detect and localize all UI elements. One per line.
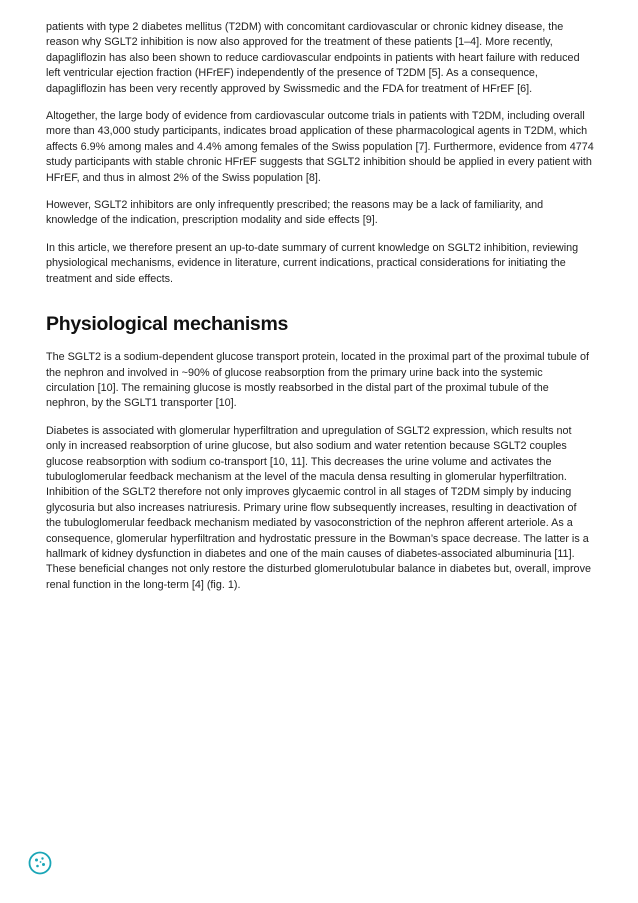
paragraph-intro-4: In this article, we therefore present an up-to-date summary of current knowledge on SGLT2 inhibition, reviewing physiological mechanisms, evidence in literature, current indications, practical considerations for initiating the treatment and side effects. [46, 241, 579, 285]
paragraph-intro-2: Altogether, the large body of evidence from cardiovascular outcome trials in patients with T2DM, including overall more than 43,000 study participants, indicates broad application of these pharmacological agents in T2DM, which affects 6.9% among males and 4.4% among females of the Swiss population [7]. Furthermore, evidence from 4774 study participants with stable chronic HFrEF suggests that SGLT2 inhibition should be applied in every patient with HFrEF, and thus in almost 2% of the Swiss population [8]. [46, 110, 594, 184]
cookie-icon [28, 851, 52, 875]
paragraph-section-2: Diabetes is associated with glomerular hyperfiltration and upregulation of SGLT2 expression, which results not only in increased reabsorption of urine glucose, but also sodium and water retention because SGLT2 couples glucose reabsorption with sodium co-transport [10, 11]. This decreases the urine volume and activates the tubuloglomerular feedback mechanism at the level of the macula densa resulting in glomerular hyperfiltration. Inhibition of the SGLT2 therefore not only improves glycaemic control in all stages of T2DM simply by inducing glycosuria but also increases natriuresis. Primary urine flow subsequently increases, resulting in deactivation of the tubuloglomerular feedback mechanism mediated by vasoconstriction of the nephron afferent arteriole. As a consequence, glomerular hyperfiltration and hydrostatic pressure in the Bowman’s space decrease. The latter is a hallmark of kidney dysfunction in diabetes and one of the main causes of diabetes-associated albuminuria [11]. These beneficial changes not only restore the disturbed glomerulotubular balance in diabetes but, overall, improve renal function in the long-term [4] (fig. 1). [46, 424, 591, 591]
section-heading: Physiological mechanisms [46, 313, 289, 336]
paragraph-intro-3: However, SGLT2 inhibitors are only infrequently prescribed; the reasons may be a lack of familiarity, and knowledge of the indication, prescription modality and side effects [9]. [46, 199, 544, 227]
paragraph-intro-1: patients with type 2 diabetes mellitus (T2DM) with concomitant cardiovascular or chronic kidney disease, the reason why SGLT2 inhibition is now also approved for the treatment of these patients [1–4]. More recently, dapagliflozin has also been shown to reduce cardiovascular endpoints in patients with heart failure with reduced left ventricular ejection fraction (HFrEF) independently of the presence of T2DM [5]. As a consequence, dapagliflozin has been very recently approved by Swissmedic and the FDA for treatment of HFrEF [6]. [46, 21, 580, 95]
cookie-settings-button[interactable] [28, 851, 52, 875]
article-body [46, 20, 594, 605]
paragraph-section-1: The SGLT2 is a sodium-dependent glucose transport protein, located in the proximal part of the proximal tubule of the nephron and involved in ~90% of glucose reabsorption from the primary urine back into the systemic circulation [10]. The remaining glucose is mostly reabsorbed in the distal part of the proximal tubule of the nephron, by the SGLT1 transporter [10]. [46, 351, 589, 410]
